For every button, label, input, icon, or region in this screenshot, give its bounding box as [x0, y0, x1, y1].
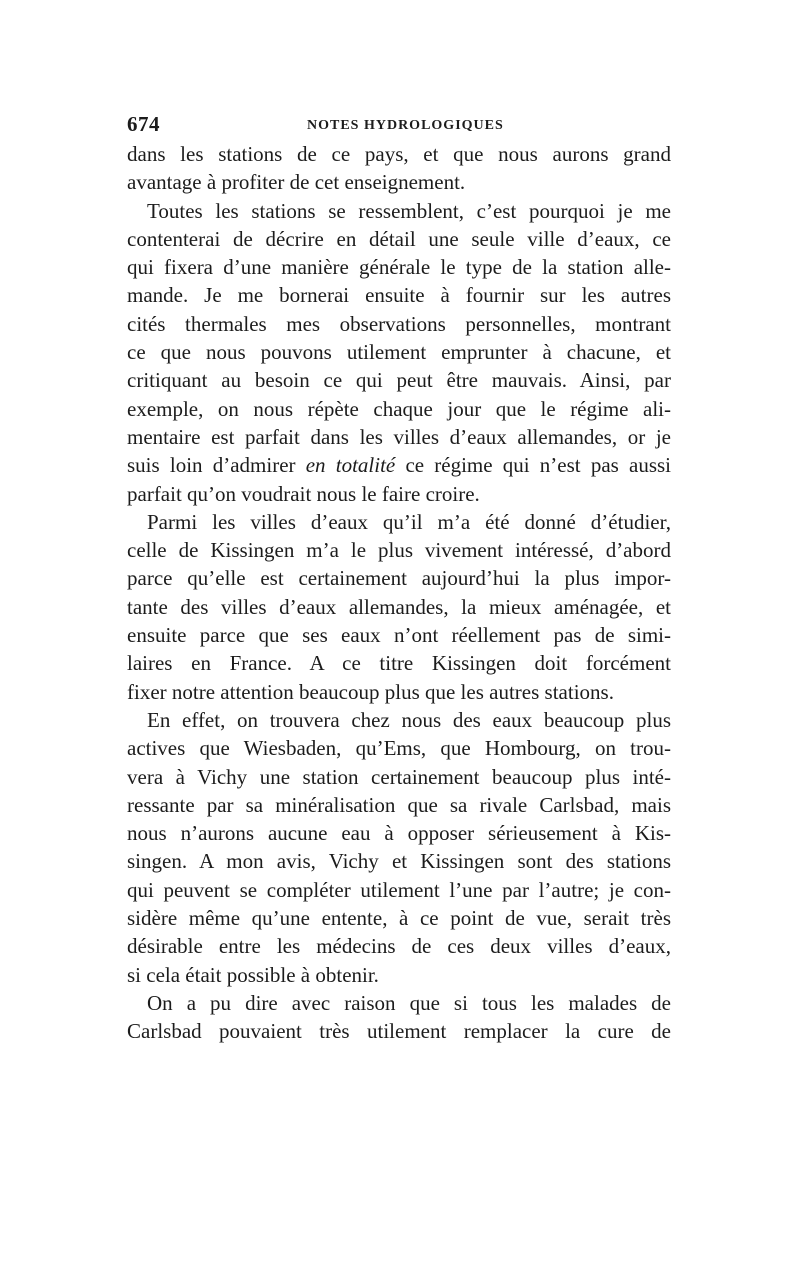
book-page [127, 110, 671, 1046]
text-line: désirable entre les médecins de ces deux villes d’eaux, [127, 934, 671, 959]
text-line: singen. A mon avis, Vichy et Kissingen sont des stations [127, 849, 671, 874]
text-line: cités thermales mes observations personnelles, montrant [127, 311, 671, 336]
page-number: 674 [127, 112, 160, 136]
paragraph-5 [127, 989, 671, 1046]
running-title: NOTES HYDROLOGIQUES [307, 118, 504, 133]
text-line: laires en France. A ce titre Kissingen doit forcément [127, 651, 671, 676]
text-line: ensuite parce que ses eaux n’ont réellement pas de simi- [127, 623, 671, 648]
paragraph-4 [127, 706, 671, 989]
text-line: ce que nous pouvons utilement emprunter à chacune, et [127, 340, 671, 365]
text-line: tante des villes d’eaux allemandes, la mieux aménagée, et [127, 594, 671, 619]
text-line: qui peuvent se compléter utilement l’une par l’autre; je con- [127, 877, 671, 902]
text-line: En effet, on trouvera chez nous des eaux beaucoup plus [147, 707, 671, 732]
text-fragment: ce régime qui n’est pas aussi [395, 453, 672, 478]
text-line: qui fixera d’une manière générale le type de la station alle- [127, 255, 671, 280]
text-line: exemple, on nous répète chaque jour que le régime ali- [127, 396, 671, 421]
text-line: On a pu dire avec raison que si tous les malades de [147, 990, 671, 1015]
text-line: si cela était possible à obtenir. [127, 962, 379, 987]
text-line-with-italic [127, 451, 671, 479]
text-line: dans les stations de ce pays, et que nous aurons grand [127, 142, 671, 166]
paragraph-3 [127, 508, 671, 706]
page-header [127, 110, 671, 140]
text-line: Carlsbad pouvaient très utilement remplacer la cure de [127, 1019, 671, 1044]
text-line: ressante par sa minéralisation que sa rivale Carlsbad, mais [127, 792, 671, 817]
text-line: fixer notre attention beaucoup plus que les autres stations. [127, 679, 614, 704]
text-line: contenterai de décrire en détail une seule ville d’eaux, ce [127, 226, 671, 251]
text-line: Toutes les stations se ressemblent, c’est pourquoi je me [147, 198, 671, 223]
text-line: sidère même qu’une entente, à ce point de vue, serait très [127, 906, 671, 931]
text-line: critiquant au besoin ce qui peut être mauvais. Ainsi, par [127, 368, 671, 393]
text-line: nous n’aurons aucune eau à opposer sérieusement à Kis- [127, 821, 671, 846]
text-line: avantage à profiter de cet enseignement. [127, 170, 466, 195]
text-line: parfait qu’on voudrait nous le faire croire. [127, 481, 480, 506]
text-line: actives que Wiesbaden, qu’Ems, que Hombourg, on trou- [127, 736, 671, 761]
paragraph-2 [127, 197, 671, 508]
text-line: mentaire est parfait dans les villes d’eaux allemandes, or je [127, 424, 671, 449]
body-text [127, 140, 671, 1046]
text-fragment: suis loin d’admirer [127, 453, 306, 478]
paragraph-1 [127, 140, 671, 197]
italic-phrase: en totalité [305, 453, 396, 478]
text-line: Parmi les villes d’eaux qu’il m’a été donné d’étudier, [147, 509, 671, 534]
text-line: celle de Kissingen m’a le plus vivement intéressé, d’abord [127, 538, 671, 563]
text-line: mande. Je me bornerai ensuite à fournir sur les autres [127, 283, 671, 308]
text-line: vera à Vichy une station certainement beaucoup plus inté- [127, 764, 671, 789]
text-line: parce qu’elle est certainement aujourd’hui la plus impor- [127, 566, 671, 591]
